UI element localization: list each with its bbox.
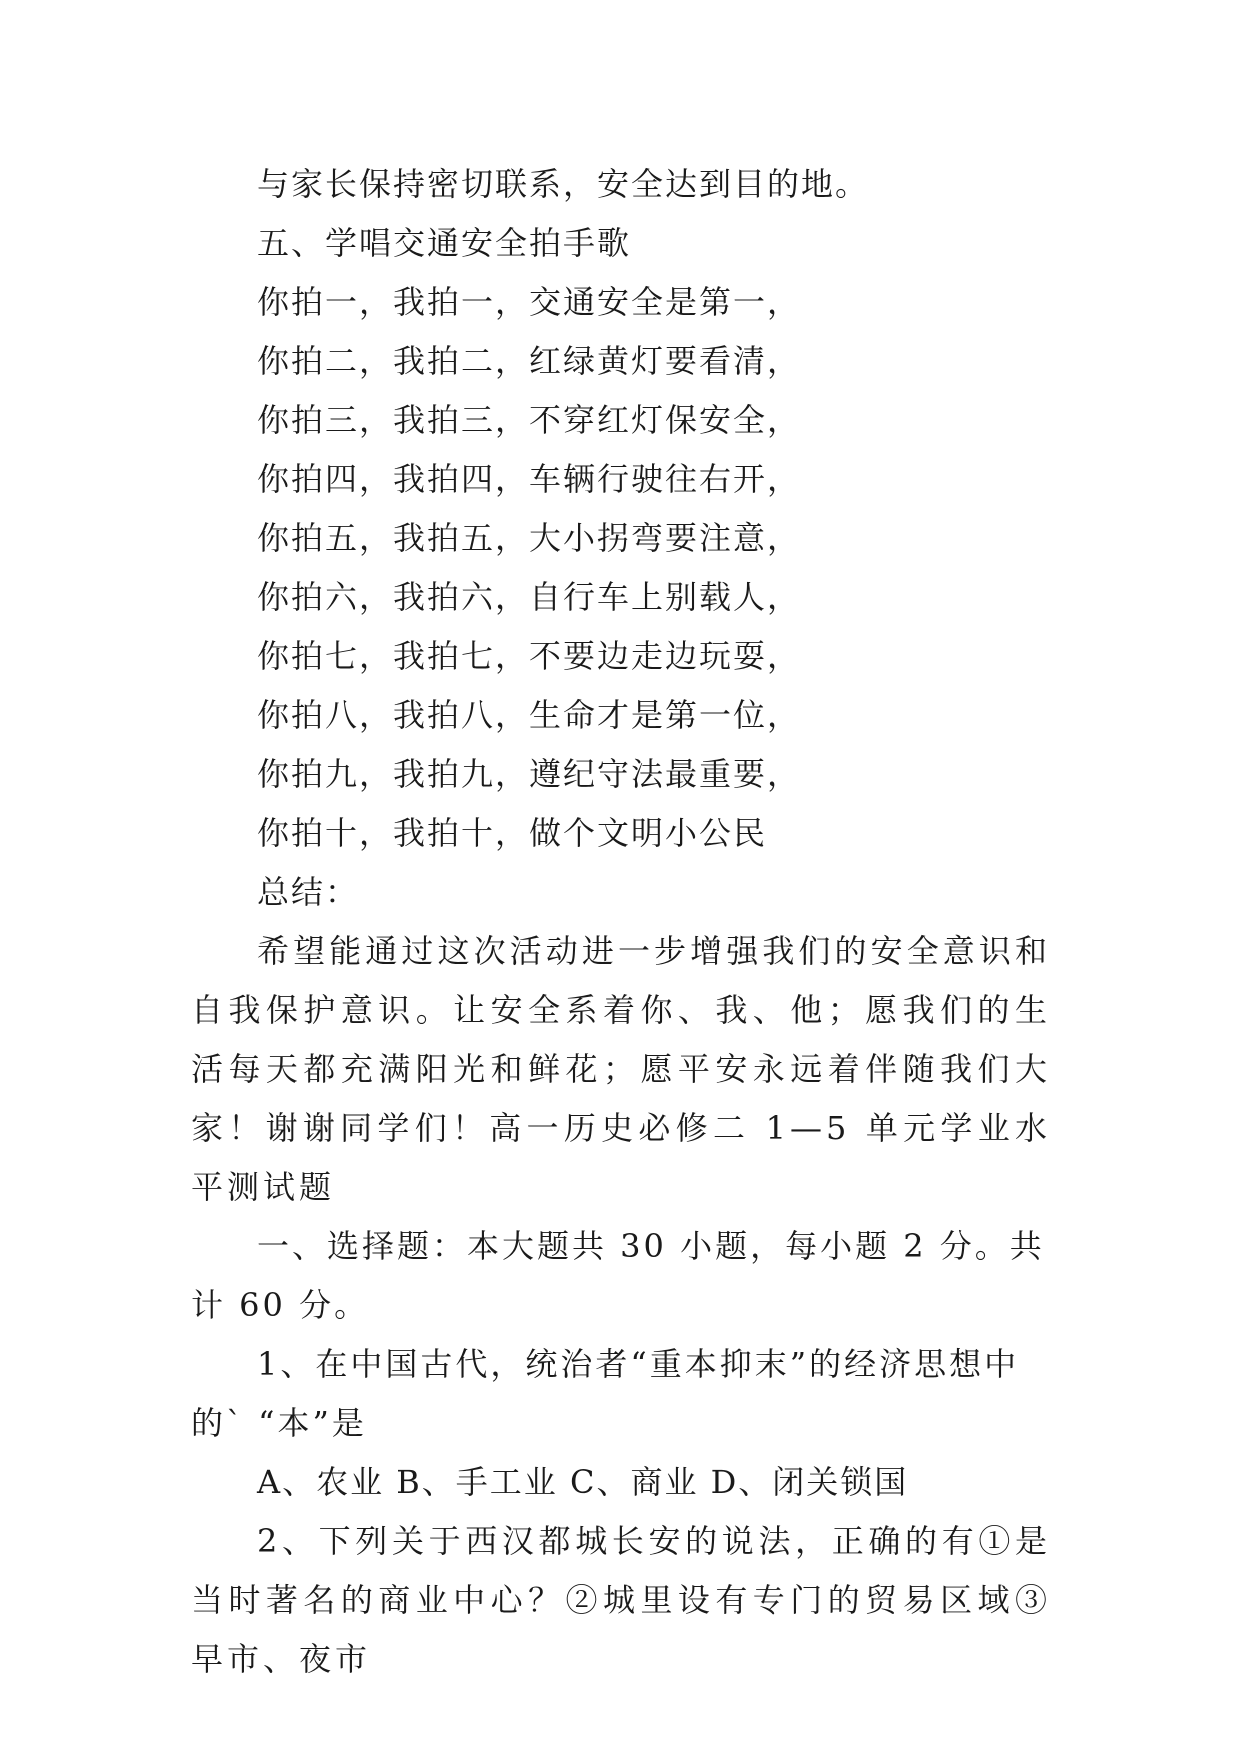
question-2: 2、下列关于西汉都城长安的说法，正确的有①是当时著名的商业中心？②城里设有专门的贸易区域③早市、夜市 <box>191 1522 1051 1678</box>
song-line: 你拍六，我拍六，自行车上别载人， <box>257 578 802 616</box>
summary-heading: 总结： <box>257 873 360 911</box>
song-line: 你拍三，我拍三，不穿红灯保安全， <box>257 401 802 439</box>
section-one-instructions: 一、选择题：本大题共 30 小题，每小题 2 分。共计 60 分。 <box>191 1227 1045 1324</box>
song-line: 你拍十，我拍十，做个文明小公民 <box>257 814 768 852</box>
document-body <box>191 155 1051 1689</box>
song-line: 你拍九，我拍九，遵纪守法最重要， <box>257 755 802 793</box>
song-line: 你拍七，我拍七，不要边走边玩耍， <box>257 637 802 675</box>
question-1: 1、在中国古代，统治者“重本抑末”的经济思想中的` “本”是 <box>191 1345 1020 1442</box>
section-heading: 五、学唱交通安全拍手歌 <box>257 224 632 262</box>
summary-paragraph: 希望能通过这次活动进一步增强我们的安全意识和自我保护意识。让安全系着你、我、他；愿我们的生活每天都充满阳光和鲜花；愿平安永远着伴随我们大家！谢谢同学们！高一历史必修二 1—5 单元学业水平测试题 <box>191 932 1051 1206</box>
song-line: 你拍五，我拍五，大小拐弯要注意， <box>257 519 802 557</box>
text-line: 与家长保持密切联系，安全达到目的地。 <box>257 165 870 203</box>
song-line: 你拍四，我拍四，车辆行驶往右开， <box>257 460 802 498</box>
song-line: 你拍八，我拍八，生命才是第一位， <box>257 696 802 734</box>
question-1-options: A、农业 B、手工业 C、商业 D、闭关锁国 <box>257 1463 909 1501</box>
song-line: 你拍二，我拍二，红绿黄灯要看清， <box>257 342 802 380</box>
song-line: 你拍一，我拍一，交通安全是第一， <box>257 283 802 321</box>
